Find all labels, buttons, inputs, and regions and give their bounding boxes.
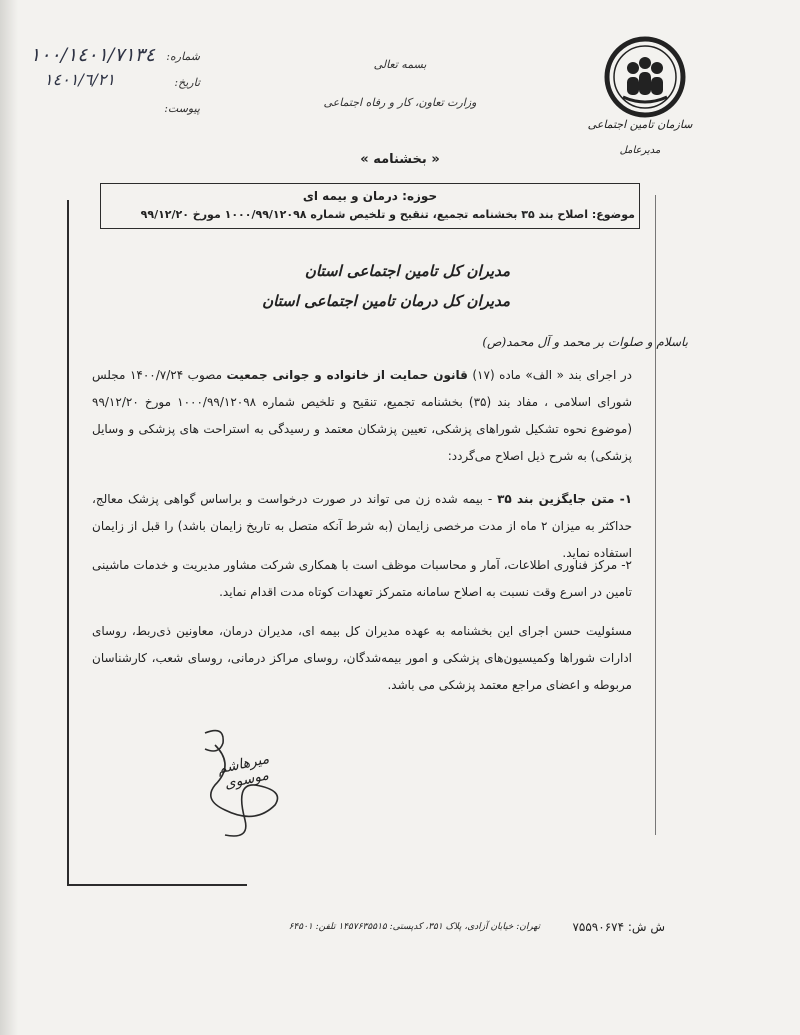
- recipient-line-1: مدیران کل تامین اجتماعی استان: [304, 262, 510, 280]
- org-logo: [600, 35, 690, 123]
- footer-address: تهران: خیابان آزادی، پلاک ۳۵۱، کدپستی: ۱۴۵۷۶۳۵۵۱۵ تلفن: ۶۴۵۰۱: [288, 922, 540, 932]
- clause-1-title: ۱- متن جایگزین بند ۳۵: [497, 492, 633, 506]
- frame-bottom-line: [67, 884, 247, 886]
- org-name: سازمان تامین اجتماعی: [587, 118, 693, 131]
- org-director-label: مدیرعامل: [619, 145, 661, 156]
- subject-line: موضوع: اصلاح بند ۳۵ بخشنامه تجمیع، تنقیح و تلخیص شماره ۱۰۰۰/۹۹/۱۲۰۹۸ مورخ ۹۹/۱۲/۲۰: [140, 208, 635, 221]
- number-value: ١٠٠/١٤٠١/٧١٣٤: [30, 44, 156, 66]
- signatory-name: میرهاشم موسوی: [216, 750, 271, 793]
- paragraph-3: ۲- مرکز فناوری اطلاعات، آمار و محاسبات موظف است با همکاری شرکت مشاور مدیریت و خدمات ماشینی تامین در اسرع وقت نسبت به اصلاح سامانه متمرکز تعهدات کوتاه مدت اقدام نماید.: [92, 558, 632, 599]
- bismillah: بسمه تعالی: [373, 58, 427, 71]
- subject-box-left: [100, 183, 101, 228]
- scan-edge-shadow: [0, 0, 18, 1035]
- social-security-logo-icon: [603, 35, 687, 119]
- recipient-line-2: مدیران کل درمان تامین اجتماعی استان: [262, 292, 510, 310]
- paragraph-1-post: مصوب ۱۴۰۰/۷/۲۴ مجلس شورای اسلامی ، مفاد بند (۳۵) بخشنامه تجمیع، تنقیح و تلخیص شماره ۱۰۰۰/۹۹/۱۲۰۹۸ مورخ ۹۹/۱۲/۲۰ (موضوع نحوه تشکیل شوراهای پزشکی، تعیین پزشکان معتمد و رسیدگی به استراحت های پزشکی و وسایل پزشکی) به شرح ذیل اصلاح می‌گردد:: [92, 368, 632, 463]
- recipients: [250, 256, 510, 316]
- paragraph-1: [92, 362, 632, 470]
- ministry-name: وزارت تعاون، کار و رفاه اجتماعی: [323, 96, 477, 109]
- frame-left-line: [67, 200, 69, 884]
- reference-block: [30, 44, 200, 122]
- subject-box-right: [639, 183, 640, 228]
- paragraph-1-pre: در اجرای بند « الف» ماده (۱۷): [467, 368, 632, 382]
- subject-box-bottom: [100, 228, 640, 229]
- date-row: [30, 70, 200, 96]
- attachment-row: [30, 96, 200, 122]
- law-title: قانون حمایت از خانواده و جوانی جمعیت: [226, 368, 468, 382]
- number-label: شماره:: [166, 50, 200, 63]
- domain-line: حوزه: درمان و بیمه ای: [302, 189, 438, 203]
- circular-title: « بخشنامه »: [360, 152, 440, 167]
- footer-code: ش ش: ۷۵۵۹۰۶۷۴: [572, 920, 665, 934]
- clause-1-text: - بیمه شده زن می تواند در صورت درخواست و براساس گواهی پزشک معالج، حداکثر به میزان ۲ ماه از مدت مرخصی زایمان (به شرط آنکه متصل به تاریخ زایمان باشد) را قبل از زایمان استفاده نماید.: [92, 492, 632, 560]
- attachment-label: پیوست:: [164, 102, 200, 115]
- frame-top-line: [100, 183, 640, 184]
- subject-box: [105, 186, 635, 226]
- date-label: تاریخ:: [174, 76, 200, 89]
- number-row: [30, 44, 200, 70]
- frame-right-line: [655, 195, 656, 835]
- date-value: ١٤٠١/٦/٢١: [44, 70, 115, 89]
- paragraph-4: مسئولیت حسن اجرای این بخشنامه به عهده مدیران کل بیمه ای، مدیران درمان، معاونین ذی‌ربط، روسای ادارات شوراها وکمیسیون‌های پزشکی و امور بیمه‌شدگان، روسای مراکز درمانی، روسای شعب، کارشناسان مربوطه و اعضای مراجع معتمد پزشکی می باشد.: [92, 624, 632, 692]
- salutation: باسلام و صلوات بر محمد و آل محمد(ص): [482, 335, 688, 349]
